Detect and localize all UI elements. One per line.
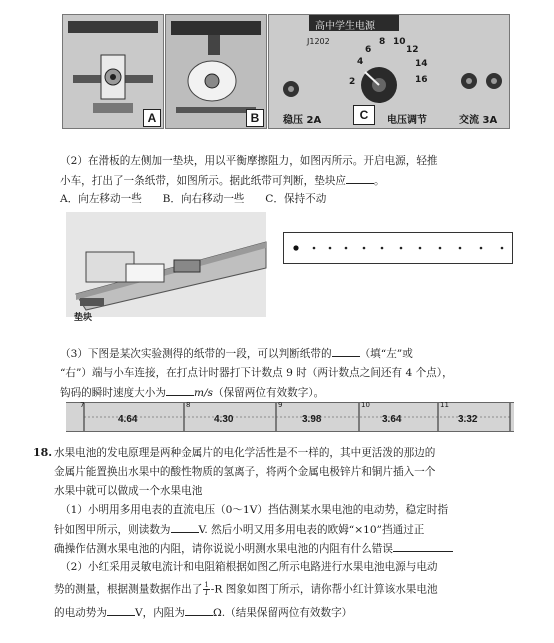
- q2-line-2: 小车，打出了一条纸带，如图所示。据此纸带可判断，垫块应 。: [60, 175, 385, 187]
- q2-answer-blank[interactable]: [346, 173, 374, 184]
- q18-emf-blank[interactable]: [107, 605, 135, 616]
- photo-c: [268, 14, 510, 129]
- q18-part2-line-3: 的电动势为 V，内阻为 Ω.（结果保留两位有效数字）: [54, 607, 353, 619]
- segment-11-12: 3.32: [458, 414, 478, 425]
- segment-8-9: 4.30: [214, 414, 234, 425]
- option-b[interactable]: B．向右移动一些: [162, 193, 245, 205]
- dial-number-12: 12: [406, 45, 419, 55]
- track-illustration: [66, 212, 266, 317]
- photo-a-tag: A: [143, 109, 161, 127]
- photo-c-tag: C: [353, 105, 375, 125]
- label-ac: 交流 3A: [459, 115, 498, 126]
- segment-10-11: 3.64: [382, 414, 402, 425]
- tape-point-9: 9: [278, 401, 283, 409]
- q18-intro-3: 水果中就可以做成一个水果电池: [54, 485, 203, 497]
- tape-point-8: 8: [186, 401, 191, 409]
- segment-7-8: 4.64: [118, 414, 138, 425]
- fraction-one-over-i: $\frac{1}{I}$: [204, 581, 209, 597]
- dial-number-14: 14: [415, 59, 428, 69]
- option-a[interactable]: A．向左移动一些: [60, 193, 142, 205]
- q18-part1-line-3: 确操作估测水果电池的内阻，请你说说小明测水果电池的内阻有什么错误: [54, 541, 453, 556]
- tape-segment-labels: [66, 414, 514, 430]
- dial-number-2: 2: [349, 77, 356, 87]
- tape-point-11: 11: [440, 401, 449, 409]
- photo-a: [62, 14, 164, 129]
- label-stabilized: 稳压 2A: [283, 115, 322, 126]
- track-photo: [66, 212, 266, 323]
- tape-point-10: 10: [361, 401, 370, 409]
- q3-line-1: （3）下图是某次实验测得的纸带的一段，可以判断纸带的 （填“左”或: [60, 348, 413, 360]
- question-18-number: 18.: [33, 446, 53, 459]
- q2-options: [60, 192, 326, 206]
- q3-end-blank[interactable]: [332, 346, 360, 357]
- q18-part1-line-2: 针如图甲所示，则读数为 V. 然后小明又用多用电表的欧姆“×10”挡通过正: [54, 524, 425, 536]
- q18-part2-line-1: （2）小红采用灵敏电流计和电阻箱根据如图乙所示电路进行水果电池电源与电动: [60, 561, 438, 573]
- q18-intro-2: 金属片能置换出水果中的酸性物质的氢离子，将两个金属电极锌片和铜片插入一个: [54, 466, 436, 478]
- pad-label: 垫块: [74, 313, 93, 323]
- q18-resistance-blank[interactable]: [185, 605, 213, 616]
- q2-line-1: （2）在滑板的左侧加一垫块，用以平衡摩擦阻力，如图丙所示。开启电源，轻推: [60, 155, 438, 167]
- dotted-tape: [283, 232, 513, 264]
- dial-number-10: 10: [393, 37, 406, 47]
- power-supply-model: J1202: [307, 37, 330, 46]
- q18-part1-line-1: （1）小明用多用电表的直流电压（0～1V）挡估测某水果电池的电动势，稳定时指: [60, 504, 449, 516]
- dotted-tape-dots: [284, 233, 512, 263]
- q3-line-3: 钩码的瞬时速度大小为 m/s（保留两位有效数字）。: [60, 387, 325, 399]
- dial-number-8: 8: [379, 37, 386, 47]
- q3-speed-blank[interactable]: [166, 385, 194, 396]
- option-c[interactable]: C．保持不动: [265, 193, 327, 205]
- dial-number-6: 6: [365, 45, 372, 55]
- q18-error-blank[interactable]: [393, 541, 453, 552]
- q18-intro-1: 水果电池的发电原理是两种金属片的电化学活性是不一样的，其中更活泼的那边的: [54, 447, 436, 459]
- q3-line-2: “右”）端与小车连接，在打点计时器打下计数点 9 时（两计数点之间还有 4 个点），: [60, 367, 453, 379]
- dial-number-16: 16: [415, 75, 428, 85]
- dial-number-4: 4: [357, 57, 364, 67]
- photo-b: [165, 14, 267, 129]
- label-voltage-adjust: 电压调节: [387, 115, 427, 126]
- photo-b-tag: B: [246, 109, 264, 127]
- power-supply-brand: 高中学生电源: [315, 21, 375, 32]
- q18-reading-blank[interactable]: [171, 522, 199, 533]
- tape-point-7: 7: [80, 401, 85, 409]
- q18-part2-line-2: 势的测量，根据测量数据作出了 $\frac{1}{I}$ -R 图象如图丁所示，请你帮小红计算该水果电池: [54, 581, 438, 597]
- segment-9-10: 3.98: [302, 414, 322, 425]
